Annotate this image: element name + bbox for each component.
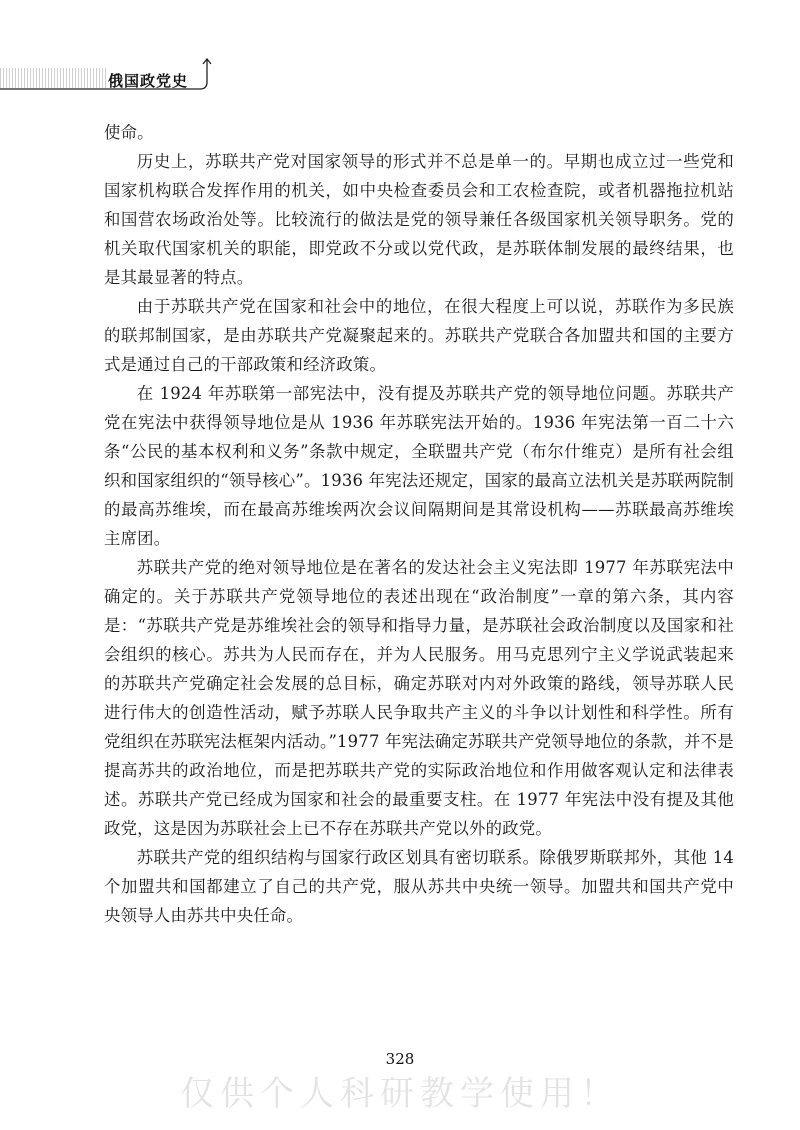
watermark: 仅供个人科研教学使用！ xyxy=(180,1074,620,1114)
page-number: 328 xyxy=(385,1050,415,1068)
body-text xyxy=(104,118,734,930)
paragraph-3: 由于苏联共产党在国家和社会中的地位，在很大程度上可以说，苏联作为多民族的联邦制国家，是由苏联共产党凝聚起来的。苏联共产党联合各加盟共和国的主要方式是通过自己的干部政策和经济政策。 xyxy=(104,297,734,374)
paragraph-2: 历史上，苏联共产党对国家领导的形式并不总是单一的。早期也成立过一些党和国家机构联合发挥作用的机关，如中央检查委员会和工农检查院，或者机器拖拉机站和国营农场政治处等。比较流行的做法是党的领导兼任各级国家机关领导职务。党的机关取代国家机关的职能，即党政不分或以党代政，是苏联体制发展的最终结果，也是其最显著的特点。 xyxy=(104,152,734,287)
paragraph-1: 使命。 xyxy=(104,123,154,142)
book-title: 俄国政党史 xyxy=(108,72,189,90)
running-header xyxy=(0,58,800,98)
paragraph-5: 苏联共产党的绝对领导地位是在著名的发达社会主义宪法即 1977 年苏联宪法中确定的。关于苏联共产党领导地位的表述出现在“政治制度”一章的第六条，其内容是：“苏联共产党是苏维埃社会的领导和指导力量，是苏联社会政治制度以及国家和社会组织的核心。苏共为人民而存在，并为人民服务。用马克思列宁主义学说武装起来的苏联共产党确定社会发展的总目标，确定苏联对内对外政策的路线，领导苏联人民进行伟大的创造性活动，赋予苏联人民争取共产主义的斗争以计划性和科学性。所有党组织在苏联宪法框架内活动。”1977 年宪法确定苏联共产党领导地位的条款，并不是提高苏共的政治地位，而是把苏联共产党的实际政治地位和作用做客观认定和法律表述。苏联共产党已经成为国家和社会的最重要支柱。在 1977 年宪法中没有提及其他政党，这是因为苏联社会上已不存在苏联共产党以外的政党。 xyxy=(104,558,734,838)
paragraph-4: 在 1924 年苏联第一部宪法中，没有提及苏联共产党的领导地位问题。苏联共产党在宪法中获得领导地位是从 1936 年苏联宪法开始的。1936 年宪法第一百二十六条“公民的基本权利和义务”条款中规定，全联盟共产党（布尔什维克）是所有社会组织和国家组织的“领导核心”。1936 年宪法还规定，国家的最高立法机关是苏联两院制的最高苏维埃，而在最高苏维埃两次会议间隔期间是其常设机构——苏联最高苏维埃主席团。 xyxy=(104,384,734,548)
paragraph-6: 苏联共产党的组织结构与国家行政区划具有密切联系。除俄罗斯联邦外，其他 14 个加盟共和国都建立了自己的共产党，服从苏共中央统一领导。加盟共和国共产党中央领导人由苏共中央任命。 xyxy=(104,848,734,925)
